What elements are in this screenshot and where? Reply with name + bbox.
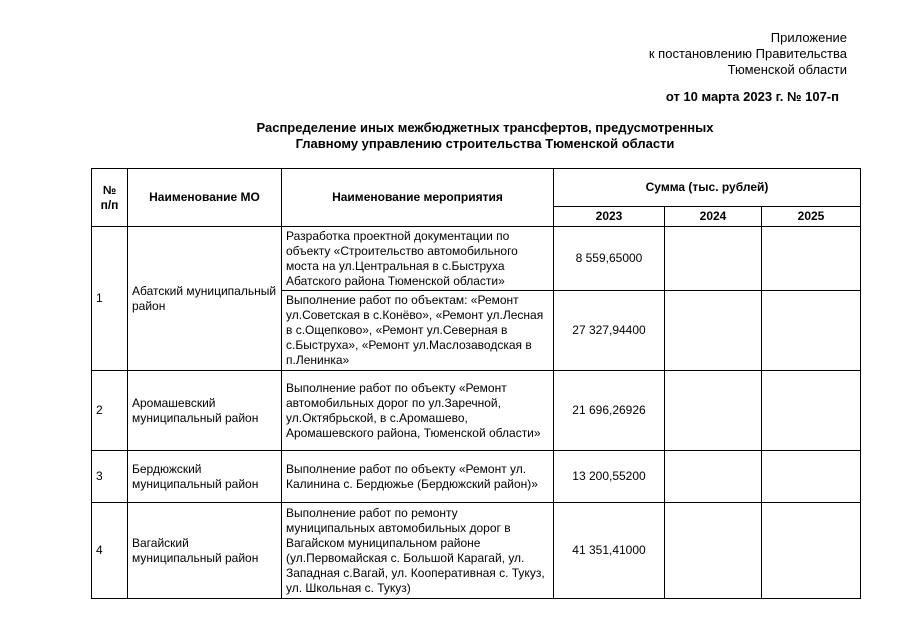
sum-2023: 27 327,94400 <box>554 291 665 371</box>
table-row <box>92 503 861 599</box>
sum-2023: 8 559,65000 <box>554 227 665 291</box>
row-number: 3 <box>92 451 128 503</box>
sum-2024 <box>665 227 762 291</box>
header-municipality: Наименование МО <box>128 169 282 227</box>
header-sum: Сумма (тыс. рублей) <box>554 169 861 207</box>
municipality-name: Аромашевский муниципальный район <box>128 371 282 451</box>
appendix-region: Тюменской области <box>727 62 847 77</box>
municipality-name: Вагайский муниципальный район <box>128 503 282 599</box>
row-number: 4 <box>92 503 128 599</box>
sum-2024 <box>665 451 762 503</box>
sum-2025 <box>762 291 861 371</box>
header-year-2023: 2023 <box>554 207 665 227</box>
sum-2023: 21 696,26926 <box>554 371 665 451</box>
sum-2025 <box>762 503 861 599</box>
header-year-2024: 2024 <box>665 207 762 227</box>
decree-date-number: от 10 марта 2023 г. № 107-п <box>665 89 839 104</box>
appendix-label: Приложение <box>770 30 847 45</box>
row-number: 1 <box>92 227 128 371</box>
document-title-line-1: Распределение иных межбюджетных трансфертов, предусмотренных <box>256 120 714 135</box>
header-year-2025: 2025 <box>762 207 861 227</box>
table-row <box>92 227 861 291</box>
document-title <box>0 120 905 152</box>
transfers-table <box>91 168 861 599</box>
sum-2024 <box>665 371 762 451</box>
municipality-name: Абатский муниципальный район <box>128 227 282 371</box>
event-name: Выполнение работ по объекту «Ремонт ул. Калинина с. Бердюжье (Бердюжский район)» <box>282 451 554 503</box>
sum-2025 <box>762 451 861 503</box>
sum-2024 <box>665 291 762 371</box>
header-event: Наименование мероприятия <box>282 169 554 227</box>
municipality-name: Бердюжский муниципальный район <box>128 451 282 503</box>
table-row <box>92 451 861 503</box>
event-name: Выполнение работ по объекту «Ремонт автомобильных дорог по ул.Заречной, ул.Октябрьской, в с.Аромашево, Аромашевского района, Тюменской области» <box>282 371 554 451</box>
appendix-header <box>649 30 847 78</box>
sum-2025 <box>762 227 861 291</box>
sum-2023: 41 351,41000 <box>554 503 665 599</box>
event-name: Выполнение работ по объектам: «Ремонт ул.Советская в с.Конёво», «Ремонт ул.Лесная в с.Ощепково», «Ремонт ул.Северная в с.Быструха», «Ремонт ул.Маслозаводская в п.Ленинка» <box>282 291 554 371</box>
sum-2023: 13 200,55200 <box>554 451 665 503</box>
sum-2024 <box>665 503 762 599</box>
sum-2025 <box>762 371 861 451</box>
table-row <box>92 371 861 451</box>
header-number: № п/п <box>92 169 128 227</box>
document-title-line-2: Главному управлению строительства Тюменской области <box>295 136 675 151</box>
row-number: 2 <box>92 371 128 451</box>
event-name: Разработка проектной документации по объекту «Строительство автомобильного моста на ул.Центральная в с.Быструха Абатского района Тюменской области» <box>282 227 554 291</box>
appendix-reference: к постановлению Правительства <box>648 46 847 61</box>
event-name: Выполнение работ по ремонту муниципальных автомобильных дорог в Вагайском муниципальном районе (ул.Первомайская с. Большой Карагай, ул. Западная с.Вагай, ул. Кооперативная с. Тукуз, ул. Школьная с. Тукуз) <box>282 503 554 599</box>
